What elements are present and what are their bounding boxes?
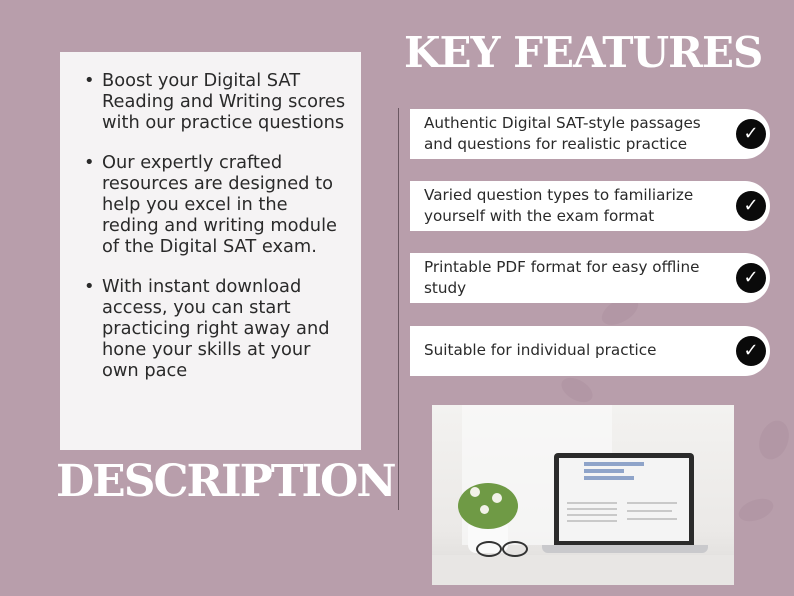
- feature-item-text: Varied question types to familiarize yourself with the exam format: [424, 186, 694, 225]
- description-card: [60, 52, 361, 450]
- leaf-shadow: [736, 494, 777, 525]
- check-icon: ✓: [736, 191, 766, 221]
- feature-item-text: Suitable for individual practice: [424, 341, 657, 359]
- description-item: [84, 70, 347, 133]
- screen-line: [627, 502, 677, 504]
- screen-line: [627, 510, 672, 512]
- description-item: [84, 152, 347, 257]
- screen-bar: [584, 462, 644, 466]
- feature-item: [410, 109, 770, 159]
- screen-line: [567, 508, 617, 510]
- description-item-text: Our expertly crafted resources are designed to help you excel in the reding and writing module of the Digital SAT exam.: [102, 152, 337, 257]
- screen-bar: [584, 469, 624, 473]
- check-icon: ✓: [736, 119, 766, 149]
- vertical-divider: [398, 108, 399, 510]
- screen-line: [567, 502, 617, 504]
- check-icon: ✓: [736, 336, 766, 366]
- plant-flower: [492, 493, 502, 503]
- laptop-screen: [554, 453, 694, 545]
- plant-flower: [480, 505, 489, 514]
- description-item: [84, 276, 347, 381]
- glasses-lens: [502, 541, 528, 557]
- leaf-shadow: [754, 416, 794, 463]
- feature-item: [410, 181, 770, 231]
- laptop-display: [559, 458, 689, 541]
- feature-item-text: Authentic Digital SAT-style passages and questions for realistic practice: [424, 114, 701, 153]
- screen-line: [627, 518, 677, 520]
- screen-line: [567, 514, 617, 516]
- feature-item-text: Printable PDF format for easy offline study: [424, 258, 700, 297]
- feature-item: [410, 326, 770, 376]
- laptop-base: [542, 545, 708, 553]
- plant-flower: [470, 487, 480, 497]
- description-list: [84, 70, 347, 381]
- glasses-lens: [476, 541, 502, 557]
- key-features-heading: KEY FEATURES: [404, 28, 763, 77]
- description-item-text: Boost your Digital SAT Reading and Writing scores with our practice questions: [102, 70, 346, 133]
- bullet-icon: •: [84, 70, 95, 91]
- bullet-icon: •: [84, 276, 95, 297]
- description-heading: DESCRIPTION: [56, 456, 395, 507]
- bullet-icon: •: [84, 152, 95, 173]
- check-icon: ✓: [736, 263, 766, 293]
- screen-bar: [584, 476, 634, 480]
- description-item-text: With instant download access, you can start practicing right away and hone your skills at your own pace: [102, 276, 330, 381]
- laptop-photo: [432, 405, 734, 585]
- screen-line: [567, 520, 617, 522]
- desk-surface: [432, 555, 734, 585]
- feature-item: [410, 253, 770, 303]
- leaf-shadow: [557, 373, 596, 407]
